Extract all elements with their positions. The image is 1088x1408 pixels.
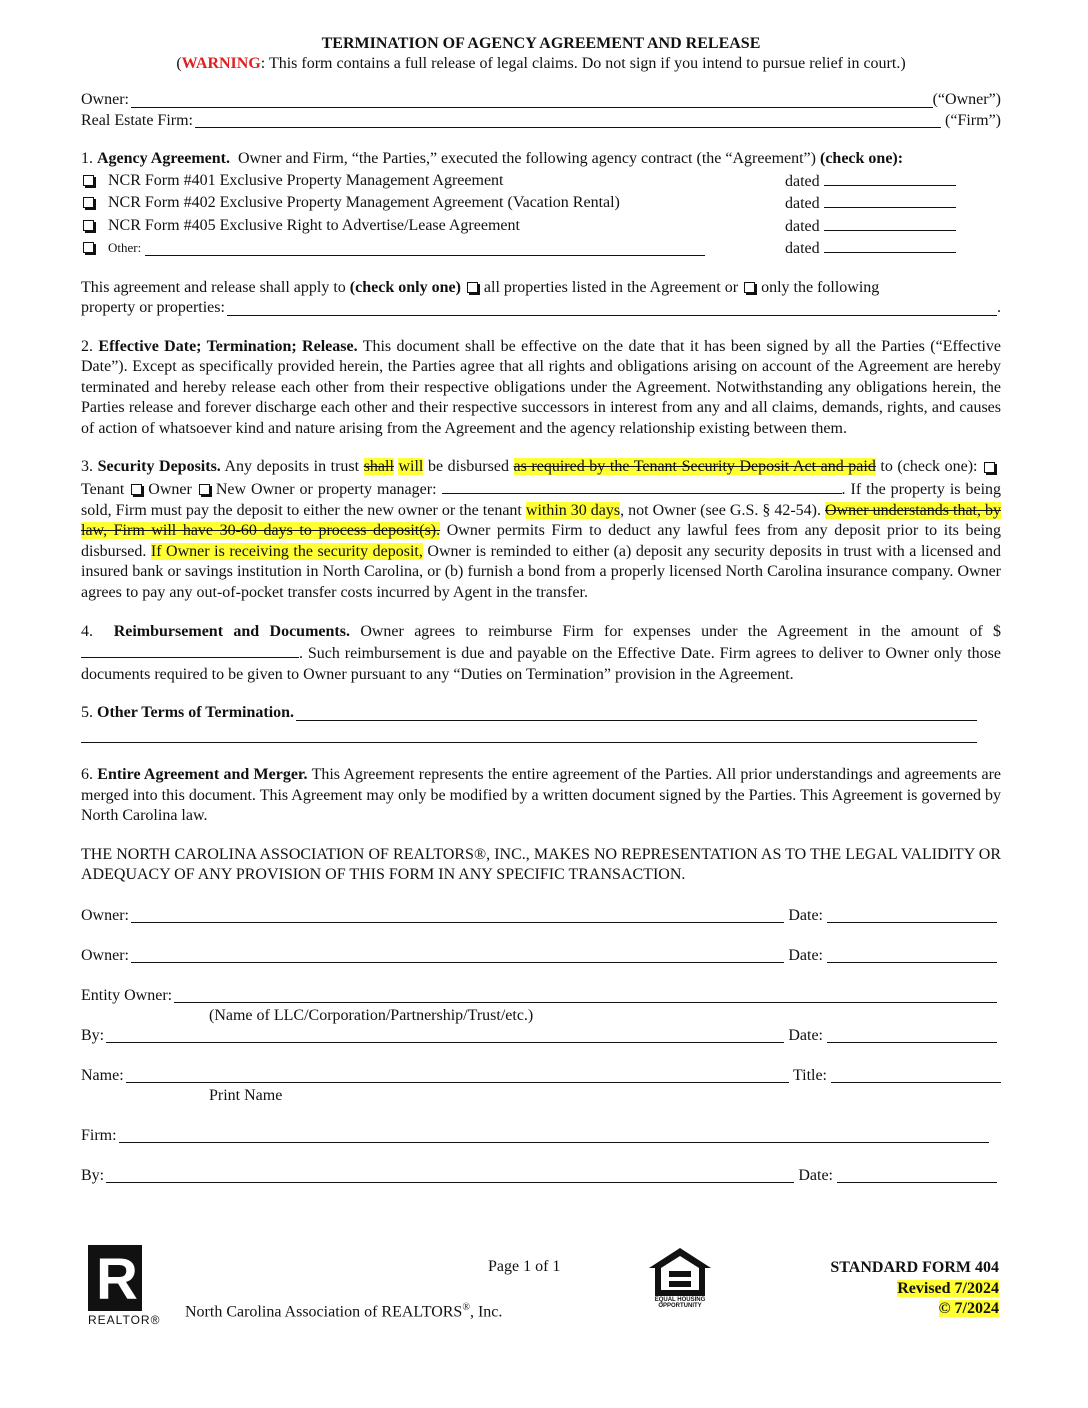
- section1-intro-text: Owner and Firm, “the Parties,” executed the following agency contract (the “Agreement”): [238, 150, 816, 167]
- apply-line-2: [81, 298, 1001, 319]
- firm-row: [81, 1126, 1001, 1146]
- eho-line-1: EQUAL HOUSING: [654, 1297, 706, 1303]
- checkbox-new-owner[interactable]: [199, 484, 210, 495]
- title-label: Title:: [792, 1066, 827, 1084]
- title-blank[interactable]: [831, 1067, 1001, 1083]
- standard-form-block: [830, 1258, 999, 1320]
- option-401-dated: dated: [785, 172, 820, 190]
- section2: [81, 337, 1001, 440]
- firm-date-blank[interactable]: [837, 1167, 997, 1183]
- deleted-owner-understands: Owner understands that, by law, Firm will have 30-60 days to process deposit(s).: [81, 501, 1002, 540]
- date-402-blank[interactable]: [824, 192, 956, 208]
- owner-date-blank-2[interactable]: [827, 947, 997, 963]
- section2-num: 2.: [81, 337, 93, 355]
- firm-suffix: (“Firm”): [945, 111, 1001, 129]
- section1-heading: Agency Agreement.: [97, 150, 230, 167]
- owner-signature-row-2: [81, 946, 1001, 966]
- name-blank[interactable]: [126, 1067, 789, 1083]
- association-end: , Inc.: [469, 1303, 503, 1321]
- section6-num: 6.: [81, 765, 93, 783]
- firm-label: Real Estate Firm:: [81, 111, 193, 129]
- section3: [81, 457, 1001, 603]
- form-page: [81, 34, 1001, 1186]
- properties-label: property or properties:: [81, 299, 225, 316]
- section6-body: This Agreement represents the entire agreement of the Parties. All prior understandings and agreements are merged into this document. This Agreement may only be modified by a written document signed by the Parties. This Agreement is governed by North Carolina law.: [81, 765, 1002, 825]
- entity-owner-row: [81, 986, 1001, 1006]
- agreement-option-other: [81, 237, 1001, 260]
- entity-owner-label: Entity Owner:: [81, 986, 173, 1004]
- properties-blank[interactable]: [227, 300, 997, 316]
- section2-body: This document shall be effective on the date that it has been signed by all the Parties (“Effective Date”). Except as specifically provided herein, the Parties agree that all rights and obligations arising on account of the Agreement are hereby terminated and hereby release each other from their respective obligations under the Agreement. Notwithstanding any obligations herein, the Parties release and forever discharge each other and their respective successors in interest from any and all claims, demands, rights, and causes of action of whatsoever kind and nature arising from the Agreement and the agency relationship existing between them.: [81, 337, 1002, 437]
- owner-field-row: [81, 90, 1001, 111]
- section4-text-1: Owner agrees to reimburse Firm for expenses under the Agreement in the amount of: [360, 622, 983, 640]
- ncar-disclaimer: THE NORTH CAROLINA ASSOCIATION OF REALTORS®, INC., MAKES NO REPRESENTATION AS TO THE LEGAL VALIDITY OR ADEQUACY OF ANY PROVISION OF THIS FORM IN ANY SPECIFIC TRANSACTION.: [81, 845, 1001, 884]
- apply-line-1: [81, 278, 1001, 299]
- reimbursement-amount-blank[interactable]: [81, 642, 299, 658]
- section1-check-one: (check one):: [819, 150, 904, 167]
- entity-note: (Name of LLC/Corporation/Partnership/Trust/etc.): [209, 1006, 534, 1024]
- checkbox-owner[interactable]: [131, 484, 142, 495]
- dollar-sign: $: [993, 622, 1002, 640]
- owner-signature-label-1: Owner:: [81, 906, 129, 924]
- agreement-option-402: [81, 192, 1001, 215]
- standard-form-name: STANDARD FORM 404: [830, 1259, 999, 1276]
- owner-label: Owner:: [81, 91, 129, 108]
- entity-by-label: By:: [81, 1026, 105, 1044]
- section5: [81, 703, 1001, 724]
- page-number: Page 1 of 1: [488, 1258, 561, 1275]
- option-402-label: NCR Form #402 Exclusive Property Management Agreement (Vacation Rental): [108, 194, 620, 211]
- form-title: TERMINATION OF AGENCY AGREEMENT AND RELEASE: [321, 35, 761, 52]
- new-owner-blank[interactable]: [442, 478, 842, 494]
- name-title-row: [81, 1066, 1001, 1086]
- firm-signature-blank[interactable]: [119, 1127, 989, 1143]
- option-405-dated: dated: [785, 217, 820, 235]
- date-label-1: Date:: [788, 906, 823, 924]
- section3-text-5: , not Owner (see G.S. § 42-54).: [620, 501, 822, 519]
- warning-text: : This form contains a full release of legal claims. Do not sign if you intend to pursue relief in court.): [260, 55, 906, 72]
- name-label: Name:: [81, 1066, 124, 1084]
- firm-signature-label: Firm:: [81, 1126, 117, 1144]
- firm-field-row: [81, 111, 1001, 132]
- apply-check-only-one: (check only one): [349, 278, 461, 296]
- section1-num: 1.: [81, 150, 93, 167]
- inserted-30-days: within 30 days: [525, 501, 621, 519]
- section3-text-4: . If the property is being sold, Firm must pay the deposit to either the new owner or the tenant: [81, 481, 1002, 519]
- realtor-logo-r: R: [96, 1247, 138, 1312]
- apply-text: This agreement and release shall apply to: [81, 278, 346, 296]
- association-reg: ®: [462, 1302, 470, 1313]
- date-401-blank[interactable]: [824, 170, 956, 186]
- entity-owner-blank[interactable]: [174, 987, 997, 1003]
- firm-by-row: [81, 1166, 1001, 1186]
- deleted-shall: shall: [363, 458, 394, 476]
- owner-blank[interactable]: [131, 92, 933, 108]
- section3-num: 3.: [81, 458, 93, 476]
- checkbox-all-properties[interactable]: [467, 282, 478, 293]
- checkbox-following-properties[interactable]: [744, 282, 755, 293]
- apply-following-label: only the following: [761, 278, 880, 296]
- section3-text-6: Owner permits Firm to deduct any lawful fees from any deposit prior to its being disbursed.: [81, 522, 1002, 560]
- realtor-wordmark: REALTOR®: [88, 1313, 161, 1327]
- section3-text-3: to (check one):: [880, 458, 978, 476]
- realtor-logo-icon: [88, 1245, 142, 1311]
- date-label-3: Date:: [788, 1026, 823, 1044]
- print-name-note: Print Name: [209, 1086, 283, 1104]
- warning-open: (: [176, 55, 182, 72]
- date-label-2: Date:: [788, 946, 823, 964]
- section4-text-2: . Such reimbursement is due and payable on the Effective Date. Firm agrees to deliver to Owner only those documents required to be given to Owner pursuant to any “Duties on Termination” provision in the Agreement.: [81, 645, 1001, 683]
- properties-period: .: [997, 299, 1001, 316]
- section3-text-2: be disbursed: [427, 458, 509, 476]
- checkbox-402[interactable]: [83, 197, 94, 208]
- checkbox-tenant[interactable]: [984, 462, 995, 473]
- owner-signature-blank-1[interactable]: [131, 907, 784, 923]
- apply-all-label: all properties listed in the Agreement or: [483, 278, 739, 296]
- section6-heading: Entire Agreement and Merger.: [97, 765, 308, 783]
- eho-line-2: OPPORTUNITY: [658, 1303, 702, 1309]
- option-405-label: NCR Form #405 Exclusive Right to Advertise/Lease Agreement: [108, 216, 520, 234]
- section1-intro: [81, 149, 1001, 170]
- agreement-option-401: [81, 170, 1001, 193]
- other-terms-blank-1[interactable]: [296, 705, 977, 721]
- section4: [81, 622, 1001, 686]
- entity-by-blank[interactable]: [106, 1027, 784, 1043]
- association-name: [185, 1302, 502, 1321]
- section3-text-7: Owner is reminded to either (a) deposit any security deposits in trust with a licensed and insured bank or savings institution in North Carolina, or (b) furnish a bond from a properly licensed North Carolina insurance company. Owner agrees to pay any out-of-pocket transfer costs incurred by Agent in the transfer.: [81, 542, 1001, 602]
- checkbox-405[interactable]: [83, 220, 94, 231]
- warning-label: WARNING: [181, 55, 261, 72]
- other-agreement-blank[interactable]: [145, 240, 705, 256]
- deleted-deposit-act: as required by the Tenant Security Deposit Act and paid: [513, 458, 876, 476]
- new-owner-label: New Owner or property manager:: [215, 481, 437, 499]
- owner-date-blank-1[interactable]: [827, 907, 997, 923]
- section6: [81, 765, 1001, 827]
- entity-date-blank[interactable]: [827, 1027, 997, 1043]
- section5-num: 5.: [81, 704, 93, 722]
- owner-option-label: Owner: [148, 481, 192, 499]
- tenant-label: Tenant: [81, 481, 125, 499]
- date-label-4: Date:: [798, 1166, 833, 1184]
- entity-by-row: [81, 1026, 1001, 1046]
- date-405-blank[interactable]: [824, 215, 956, 231]
- section5-heading: Other Terms of Termination.: [97, 704, 295, 722]
- section4-heading: Reimbursement and Documents.: [113, 622, 350, 640]
- firm-by-blank[interactable]: [106, 1167, 794, 1183]
- section3-heading: Security Deposits.: [97, 458, 221, 476]
- firm-blank[interactable]: [195, 112, 941, 128]
- checkbox-401[interactable]: [83, 175, 94, 186]
- inserted-will: will: [398, 458, 424, 476]
- inserted-if-owner-receiving: If Owner is receiving the security deposit,: [150, 542, 423, 560]
- owner-signature-row-1: [81, 906, 1001, 926]
- section3-text-1: Any deposits in trust: [224, 458, 360, 476]
- copyright-date: © 7/2024: [938, 1300, 999, 1317]
- date-other-blank[interactable]: [824, 237, 956, 253]
- option-other-dated: dated: [785, 240, 820, 257]
- other-terms-blank-2[interactable]: [81, 724, 977, 743]
- section2-heading: Effective Date; Termination; Release.: [98, 337, 358, 355]
- checkbox-other[interactable]: [83, 242, 94, 253]
- option-other-label: Other:: [108, 240, 142, 255]
- section4-num: 4.: [81, 622, 93, 640]
- revised-date: Revised 7/2024: [897, 1279, 999, 1297]
- option-402-dated: dated: [785, 195, 820, 212]
- warning-line: [81, 54, 1001, 74]
- firm-by-label: By:: [81, 1166, 105, 1184]
- owner-signature-label-2: Owner:: [81, 946, 129, 964]
- association-text: North Carolina Association of REALTORS: [185, 1303, 463, 1321]
- owner-suffix: (“Owner”): [932, 91, 1001, 108]
- owner-signature-blank-2[interactable]: [131, 947, 784, 963]
- equal-housing-text: [647, 1297, 713, 1309]
- option-401-label: NCR Form #401 Exclusive Property Management Agreement: [108, 171, 504, 189]
- agreement-option-405: [81, 215, 1001, 238]
